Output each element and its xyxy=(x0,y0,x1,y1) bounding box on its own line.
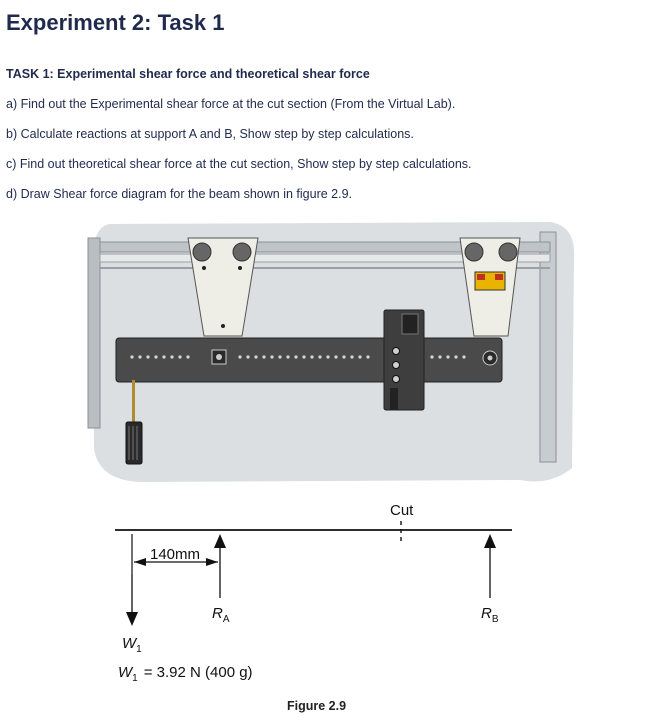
page-title: Experiment 2: Task 1 xyxy=(6,10,225,35)
shear-force-apparatus-image xyxy=(80,218,580,488)
frame-right-post xyxy=(540,232,556,462)
hanging-weight xyxy=(126,422,142,464)
weight-hanger-rod xyxy=(132,380,135,424)
task-item-a: a) Find out the Experimental shear force at the cut section (From the Virtual Lab). xyxy=(6,97,456,111)
task-item-d: d) Draw Shear force diagram for the beam shown in figure 2.9. xyxy=(6,187,353,201)
task-heading: TASK 1: Experimental shear force and theoretical shear force xyxy=(6,67,370,81)
plate-bolts xyxy=(393,348,400,383)
figure-caption: Figure 2.9 xyxy=(287,699,347,713)
load-w1-label: $W_1$ xyxy=(122,635,142,655)
frame-left-post xyxy=(88,238,100,428)
free-body-diagram xyxy=(100,490,520,690)
dimension-label: 140mm xyxy=(150,546,201,563)
task-item-b: b) Calculate reactions at support A and B, Show step by step calculations. xyxy=(6,127,414,141)
reaction-b-label: $R_B$ xyxy=(481,605,499,625)
cut-label: Cut xyxy=(390,502,414,519)
beam xyxy=(116,338,502,382)
load-equation: $W_1 = 3.92$ N (400 g) xyxy=(118,664,253,684)
reaction-a-label: $R_A$ xyxy=(212,605,230,625)
task-item-c: c) Find out theoretical shear force at the cut section, Show step by step calculations. xyxy=(6,157,472,171)
